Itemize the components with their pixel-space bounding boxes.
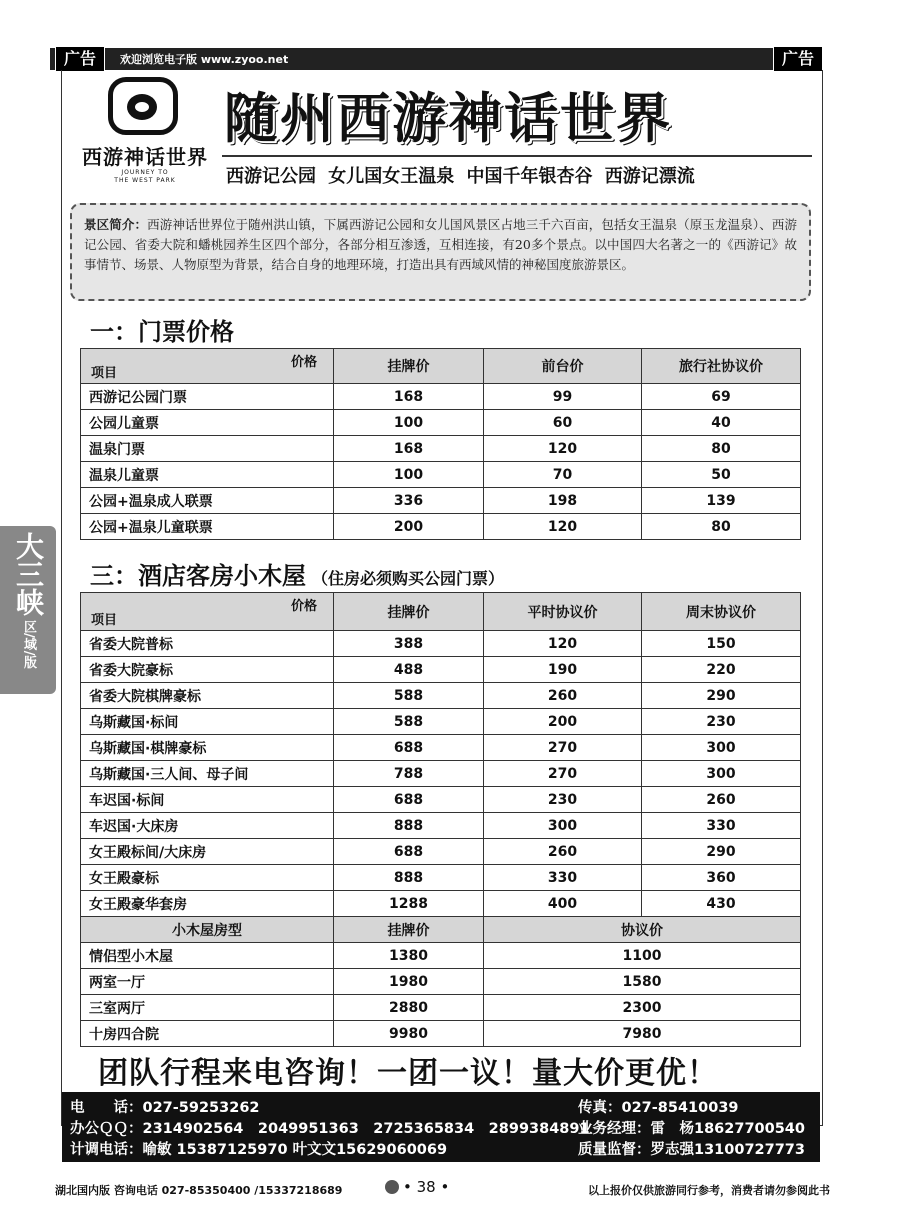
column-header: 挂牌价 <box>334 593 484 631</box>
park-logo <box>80 75 210 190</box>
row-name: 省委大院普标 <box>81 631 334 657</box>
table-row <box>81 410 801 436</box>
weekday-price: 270 <box>484 735 642 761</box>
list-price: 1288 <box>334 891 484 917</box>
weekday-price: 400 <box>484 891 642 917</box>
cabin-agreed-header: 协议价 <box>484 917 801 943</box>
title-divider <box>222 155 812 157</box>
side-tab-main: 大三峡 <box>12 532 45 616</box>
row-name: 公园+温泉成人联票 <box>81 488 334 514</box>
table-row <box>81 709 801 735</box>
table-row <box>81 1021 801 1047</box>
ticket-section-title: 一：门票价格 <box>90 318 234 346</box>
weekend-price: 290 <box>642 683 801 709</box>
row-name: 温泉门票 <box>81 436 334 462</box>
cabin-list-price: 1380 <box>334 943 484 969</box>
list-price: 688 <box>334 735 484 761</box>
attractions-subtitle: 西游记公园 女儿国女王温泉 中国千年银杏谷 西游记漂流 <box>226 166 695 187</box>
table-row <box>81 865 801 891</box>
ticket-price-table <box>80 348 801 540</box>
qq-line: 办公ＱＱ：2314902564 2049951363 2725365834 2899384891 <box>70 1121 590 1137</box>
side-tab-sub: 区/域/版 <box>21 620 36 669</box>
table-row <box>81 735 801 761</box>
cabin-agreed-price: 2300 <box>484 995 801 1021</box>
corner-item-label: 项目 <box>91 366 118 381</box>
front-price: 60 <box>484 410 642 436</box>
website-welcome[interactable]: 欢迎浏览电子版 www.zyoo.net <box>120 53 289 66</box>
table-corner-cell <box>81 349 334 384</box>
monkey-logo-icon <box>108 77 178 135</box>
cabin-name: 十房四合院 <box>81 1021 334 1047</box>
cabin-name: 情侣型小木屋 <box>81 943 334 969</box>
row-name: 乌斯藏国·三人间、母子间 <box>81 761 334 787</box>
page-footer <box>55 1180 830 1200</box>
logo-english-text <box>80 169 210 185</box>
column-header: 旅行社协议价 <box>642 349 801 384</box>
list-price: 168 <box>334 436 484 462</box>
column-header: 平时协议价 <box>484 593 642 631</box>
table-row <box>81 839 801 865</box>
table-header-row <box>81 593 801 631</box>
footer-disclaimer: 以上报价仅供旅游同行参考，消费者请勿参阅此书 <box>588 1184 830 1197</box>
cabin-list-price: 1980 <box>334 969 484 995</box>
weekday-price: 230 <box>484 787 642 813</box>
weekend-price: 360 <box>642 865 801 891</box>
weekday-price: 190 <box>484 657 642 683</box>
intro-text: 西游神话世界位于随州洪山镇，下属西游记公园和女儿国风景区占地三千六百亩，包括女王温泉（原玉龙温泉）、西游记公园、省委大院和蟠桃园养生区四个部分，各部分相互渗透，互相连接，有20多个景点。以中国四大名著之一的《西游记》故事情节、场景、人物原型为背景，结合自身的地理环境，打造出具有西域风情的神秘国度旅游景区。 <box>84 217 797 272</box>
list-price: 588 <box>334 709 484 735</box>
hotel-title-text: 三：酒店客房小木屋 <box>90 562 306 590</box>
list-price: 888 <box>334 813 484 839</box>
list-price: 200 <box>334 514 484 540</box>
row-name: 乌斯藏国·棋牌豪标 <box>81 735 334 761</box>
logo-en-line1: JOURNEY TO <box>121 169 169 176</box>
row-name: 西游记公园门票 <box>81 384 334 410</box>
front-price: 99 <box>484 384 642 410</box>
agency-price: 80 <box>642 436 801 462</box>
row-name: 女王殿标间/大床房 <box>81 839 334 865</box>
table-row <box>81 813 801 839</box>
weekend-price: 330 <box>642 813 801 839</box>
row-name: 省委大院豪标 <box>81 657 334 683</box>
cabin-agreed-price: 7980 <box>484 1021 801 1047</box>
row-name: 女王殿豪华套房 <box>81 891 334 917</box>
page-title: 随州西游神话世界 <box>224 87 672 150</box>
weekday-price: 330 <box>484 865 642 891</box>
hotel-title-note: （住房必须购买公园门票） <box>312 569 505 588</box>
front-price: 198 <box>484 488 642 514</box>
list-price: 100 <box>334 462 484 488</box>
cabin-list-header: 挂牌价 <box>334 917 484 943</box>
weekday-price: 120 <box>484 631 642 657</box>
table-corner-cell <box>81 593 334 631</box>
agency-price: 40 <box>642 410 801 436</box>
group-slogan: 团队行程来电咨询！一团一议！量大价更优！ <box>98 1056 718 1091</box>
list-price: 688 <box>334 839 484 865</box>
table-header-row <box>81 349 801 384</box>
weekday-price: 260 <box>484 839 642 865</box>
page-number-text: • 38 • <box>403 1178 450 1196</box>
list-price: 100 <box>334 410 484 436</box>
weekend-price: 430 <box>642 891 801 917</box>
row-name: 温泉儿童票 <box>81 462 334 488</box>
list-price: 888 <box>334 865 484 891</box>
front-price: 120 <box>484 436 642 462</box>
phone-line: 电 话：027-59253262 <box>70 1100 260 1116</box>
corner-price-label: 价格 <box>290 599 317 614</box>
contact-panel <box>62 1092 820 1162</box>
agency-price: 69 <box>642 384 801 410</box>
cabin-list-price: 2880 <box>334 995 484 1021</box>
weekend-price: 300 <box>642 761 801 787</box>
agency-price: 50 <box>642 462 801 488</box>
row-name: 车迟国·标间 <box>81 787 334 813</box>
intro-box <box>70 203 811 301</box>
cabin-name: 两室一厅 <box>81 969 334 995</box>
intro-label: 景区简介： <box>84 217 148 232</box>
list-price: 388 <box>334 631 484 657</box>
agency-price: 139 <box>642 488 801 514</box>
column-header: 挂牌价 <box>334 349 484 384</box>
table-row <box>81 787 801 813</box>
badge-icon <box>385 1180 399 1194</box>
column-header: 前台价 <box>484 349 642 384</box>
table-row <box>81 462 801 488</box>
list-price: 336 <box>334 488 484 514</box>
column-header: 周末协议价 <box>642 593 801 631</box>
table-row <box>81 657 801 683</box>
weekend-price: 230 <box>642 709 801 735</box>
list-price: 688 <box>334 787 484 813</box>
weekend-price: 290 <box>642 839 801 865</box>
fax-line: 传真：027-85410039 <box>578 1100 739 1116</box>
list-price: 168 <box>334 384 484 410</box>
row-name: 女王殿豪标 <box>81 865 334 891</box>
table-row <box>81 384 801 410</box>
table-row <box>81 969 801 995</box>
row-name: 车迟国·大床房 <box>81 813 334 839</box>
hotel-price-table <box>80 592 801 1047</box>
front-price: 120 <box>484 514 642 540</box>
region-side-tab <box>0 526 56 694</box>
hotel-section-title <box>90 556 504 591</box>
table-row <box>81 995 801 1021</box>
manager-line: 业务经理：雷 杨18627700540 <box>578 1121 805 1137</box>
weekend-price: 260 <box>642 787 801 813</box>
quality-line: 质量监督：罗志强13100727773 <box>578 1142 805 1158</box>
front-price: 70 <box>484 462 642 488</box>
row-name: 乌斯藏国·标间 <box>81 709 334 735</box>
table-row <box>81 943 801 969</box>
cabin-agreed-price: 1100 <box>484 943 801 969</box>
row-name: 公园+温泉儿童联票 <box>81 514 334 540</box>
weekend-price: 300 <box>642 735 801 761</box>
cabin-header-row <box>81 917 801 943</box>
weekday-price: 300 <box>484 813 642 839</box>
page-number <box>385 1178 449 1196</box>
list-price: 788 <box>334 761 484 787</box>
table-row <box>81 631 801 657</box>
table-row <box>81 761 801 787</box>
row-name: 公园儿童票 <box>81 410 334 436</box>
table-row <box>81 436 801 462</box>
weekend-price: 220 <box>642 657 801 683</box>
weekend-price: 150 <box>642 631 801 657</box>
corner-price-label: 价格 <box>290 355 317 370</box>
weekday-price: 260 <box>484 683 642 709</box>
cabin-list-price: 9980 <box>334 1021 484 1047</box>
weekday-price: 200 <box>484 709 642 735</box>
dispatch-line: 计调电话：喻敏 15387125970 叶文文15629060069 <box>70 1142 448 1158</box>
table-row <box>81 488 801 514</box>
corner-item-label: 项目 <box>91 613 118 628</box>
table-row <box>81 514 801 540</box>
list-price: 488 <box>334 657 484 683</box>
cabin-type-header: 小木屋房型 <box>81 917 334 943</box>
cabin-name: 三室两厅 <box>81 995 334 1021</box>
cabin-agreed-price: 1580 <box>484 969 801 995</box>
table-row <box>81 683 801 709</box>
footer-edition: 湖北国内版 咨询电话 027-85350400 /15337218689 <box>55 1184 343 1197</box>
logo-script-text: 西游神话世界 <box>82 145 208 169</box>
logo-en-line2: THE WEST PARK <box>114 177 176 184</box>
list-price: 588 <box>334 683 484 709</box>
ad-tag-right: 广告 <box>773 46 823 72</box>
table-row <box>81 891 801 917</box>
agency-price: 80 <box>642 514 801 540</box>
row-name: 省委大院棋牌豪标 <box>81 683 334 709</box>
ad-tag-left: 广告 <box>55 46 105 72</box>
weekday-price: 270 <box>484 761 642 787</box>
